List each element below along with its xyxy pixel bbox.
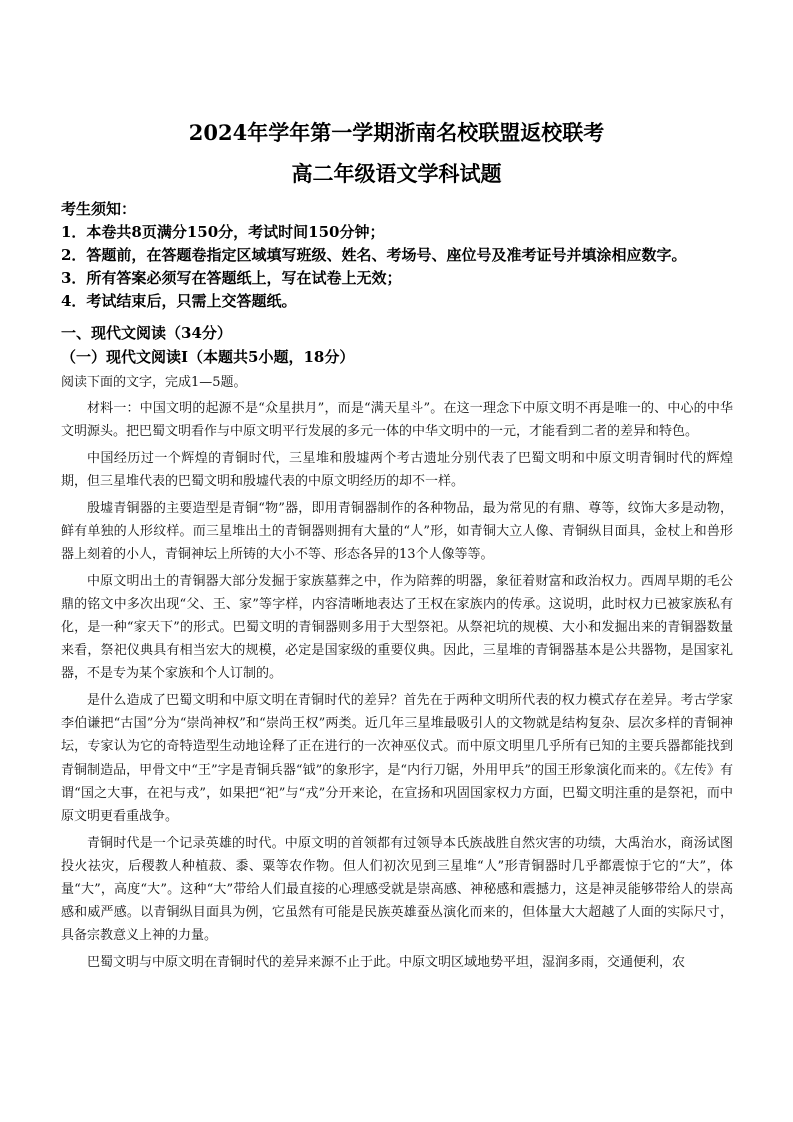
reading-instruction: 阅读下面的文字，完成1—5题。	[61, 375, 247, 390]
section-title: 一、现代文阅读（34分）	[61, 324, 232, 342]
exam-subtitle: 高二年级语文学科试题	[291, 161, 502, 186]
passage-paragraph: 巴蜀文明与中原文明在青铜时代的差异来源不止于此。中原文明区域地势平坦，湿润多雨，交通便利，农	[87, 955, 686, 971]
passage-paragraph: 殷墟青铜器的主要造型是青铜“物”器，即用青铜器制作的各种物品，最为常见的有鼎、尊等，纹饰大多是动物，鲜有单独的人形纹样。而三星堆出土的青铜器则拥有大量的“人”形，如青铜大立人像、青铜纵目面具，金杖上和兽形器上刻着的小人，青铜神坛上所铸的大小不等、形态各异的13个人像等等。	[61, 500, 733, 562]
reading-passage	[61, 397, 733, 978]
notice-item: 4．考试结束后，只需上交答题纸。	[61, 292, 297, 310]
passage-paragraph: 青铜时代是一个记录英雄的时代。中原文明的首领都有过领导本氏族战胜自然灾害的功绩，大禹治水，商汤试图投火祛灾，后稷教人种植菽、黍、粟等农作物。但人们初次见到三星堆“人”形青铜器时几乎都震惊于它的“大”，体量“大”，高度“大”。这种“大”带给人们最直接的心理感受就是崇高感、神秘感和震撼力，这是神灵能够带给人的崇高感和威严感。以青铜纵目面具为例，它虽然有可能是民族英雄蚕丛演化而来的，但体量大大超越了人面的实际尺寸，具备宗教意义上神的力量。	[61, 835, 733, 944]
subsection-title: （一）现代文阅读Ⅰ（本题共5小题，18分）	[61, 348, 355, 366]
exam-title: 2024年学年第一学期浙南名校联盟返校联考	[188, 120, 605, 145]
notice-item: 1．本卷共8页满分150分，考试时间150分钟；	[61, 223, 385, 241]
passage-paragraph: 是什么造成了巴蜀文明和中原文明在青铜时代的差异？首先在于两种文明所代表的权力模式存在差异。考古学家李伯谦把“古国”分为“崇尚神权”和“崇尚王权”两类。近几年三星堆最吸引人的文物就是结构复杂、层次多样的青铜神坛，专家认为它的奇特造型生动地诠释了正在进行的一次神巫仪式。而中原文明里几乎所有已知的主要兵器都能找到青铜制造品，甲骨文中“王”字是青铜兵器“钺”的象形字，是“内行刀锯，外用甲兵”的国王形象演化而来的。《左传》有谓“国之大事，在祀与戎”，如果把“祀”与“戎”分开来论，在宣扬和巩固国家权力方面，巴蜀文明注重的是祭祀，而中原文明更看重战争。	[61, 693, 733, 825]
passage-paragraph: 中国经历过一个辉煌的青铜时代，三星堆和殷墟两个考古遗址分别代表了巴蜀文明和中原文明青铜时代的辉煌期，但三星堆代表的巴蜀文明和殷墟代表的中原文明经历的却不一样。	[61, 450, 733, 489]
exam-notice	[61, 198, 741, 313]
passage-paragraph: 中原文明出土的青铜器大部分发掘于家族墓葬之中，作为陪葬的明器，象征着财富和政治权力。西周早期的毛公鼎的铭文中多次出现“父、王、家”等字样，内容清晰地表达了王权在家族内的传承。这说明，此时权力已被家族私有化，是一种“家天下”的形式。巴蜀文明的青铜器则多用于大型祭祀。从祭祀坑的规模、大小和发掘出来的青铜器数量来看，祭祀仪典具有相当宏大的规模，必定是国家级的重要仪典。因此，三星堆的青铜器基本是公共器物，是国家礼器，不是专为某个家族和个人订制的。	[61, 573, 733, 682]
notice-item: 3．所有答案必须写在答题纸上，写在试卷上无效；	[61, 269, 402, 287]
passage-paragraph: 材料一：中国文明的起源不是“众星拱月”，而是“满天星斗”。在这一理念下中原文明不再是唯一的、中心的中华文明源头。把巴蜀文明看作与中原文明平行发展的多元一体的中华文明中的一元，才能看到二者的差异和特色。	[61, 401, 733, 440]
notice-item: 2．答题前，在答题卷指定区域填写班级、姓名、考场号、座位号及准考证号并填涂相应数字。	[61, 246, 687, 264]
notice-heading: 考生须知：	[61, 200, 137, 218]
